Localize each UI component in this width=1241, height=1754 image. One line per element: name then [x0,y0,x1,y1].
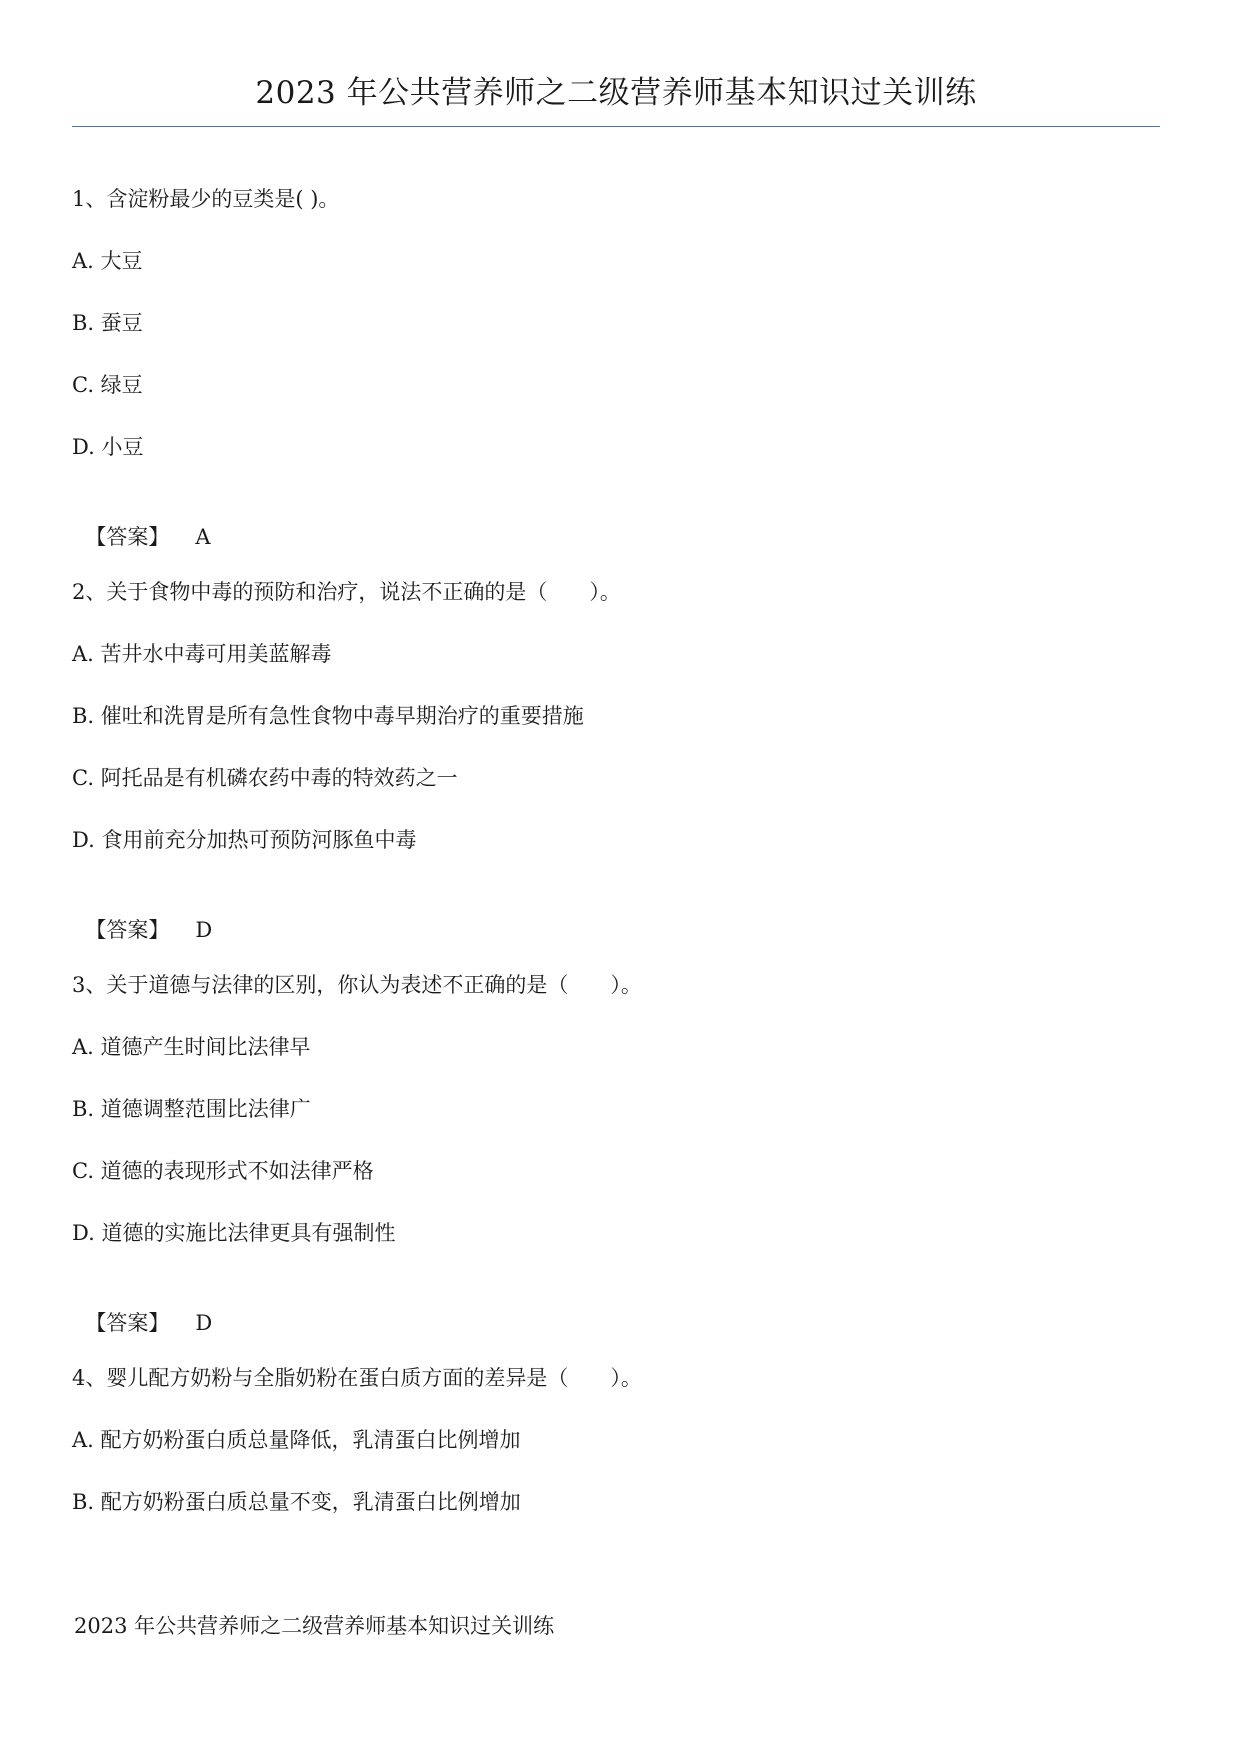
question-2-option-c: C. 阿托品是有机磷农药中毒的特效药之一 [72,766,458,790]
question-3-option-a: A. 道德产生时间比法律早 [72,1035,311,1059]
question-3-option-c: C. 道德的表现形式不如法律严格 [72,1159,374,1183]
page-title: 2023 年公共营养师之二级营养师基本知识过关训练 [255,75,977,111]
question-4-option-b: B. 配方奶粉蛋白质总量不变，乳清蛋白比例增加 [72,1490,521,1514]
question-1-option-a: A. 大豆 [72,249,143,273]
question-4-stem: 4、婴儿配方奶粉与全脂奶粉在蛋白质方面的差异是（ ）。 [72,1366,642,1390]
question-2-stem: 2、关于食物中毒的预防和治疗，说法不正确的是（ ）。 [72,580,621,604]
question-2-option-b: B. 催吐和洗胃是所有急性食物中毒早期治疗的重要措施 [72,704,584,728]
title-rule [72,126,1160,127]
question-2-answer [72,888,212,944]
question-2-option-a: A. 苦井水中毒可用美蓝解毒 [72,642,332,666]
question-3-stem: 3、关于道德与法律的区别，你认为表述不正确的是（ ）。 [72,973,642,997]
answer-label: 【答案】 [85,918,170,942]
question-1-option-d: D. 小豆 [72,435,144,459]
question-1-stem: 1、含淀粉最少的豆类是( )。 [72,187,340,211]
question-3-option-d: D. 道德的实施比法律更具有强制性 [72,1221,396,1245]
question-1-option-b: B. 蚕豆 [72,311,143,335]
answer-value: A [195,525,211,549]
answer-value: D [195,918,213,942]
answer-label: 【答案】 [85,1311,170,1335]
question-1-option-c: C. 绿豆 [72,373,143,397]
question-2-option-d: D. 食用前充分加热可预防河豚鱼中毒 [72,828,417,852]
answer-label: 【答案】 [85,525,170,549]
question-3-answer [72,1281,212,1337]
question-1-answer [72,495,211,551]
question-3-option-b: B. 道德调整范围比法律广 [72,1097,311,1121]
question-4-option-a: A. 配方奶粉蛋白质总量降低，乳清蛋白比例增加 [72,1428,521,1452]
page-footer: 2023 年公共营养师之二级营养师基本知识过关训练 [74,1614,555,1638]
answer-value: D [195,1311,213,1335]
